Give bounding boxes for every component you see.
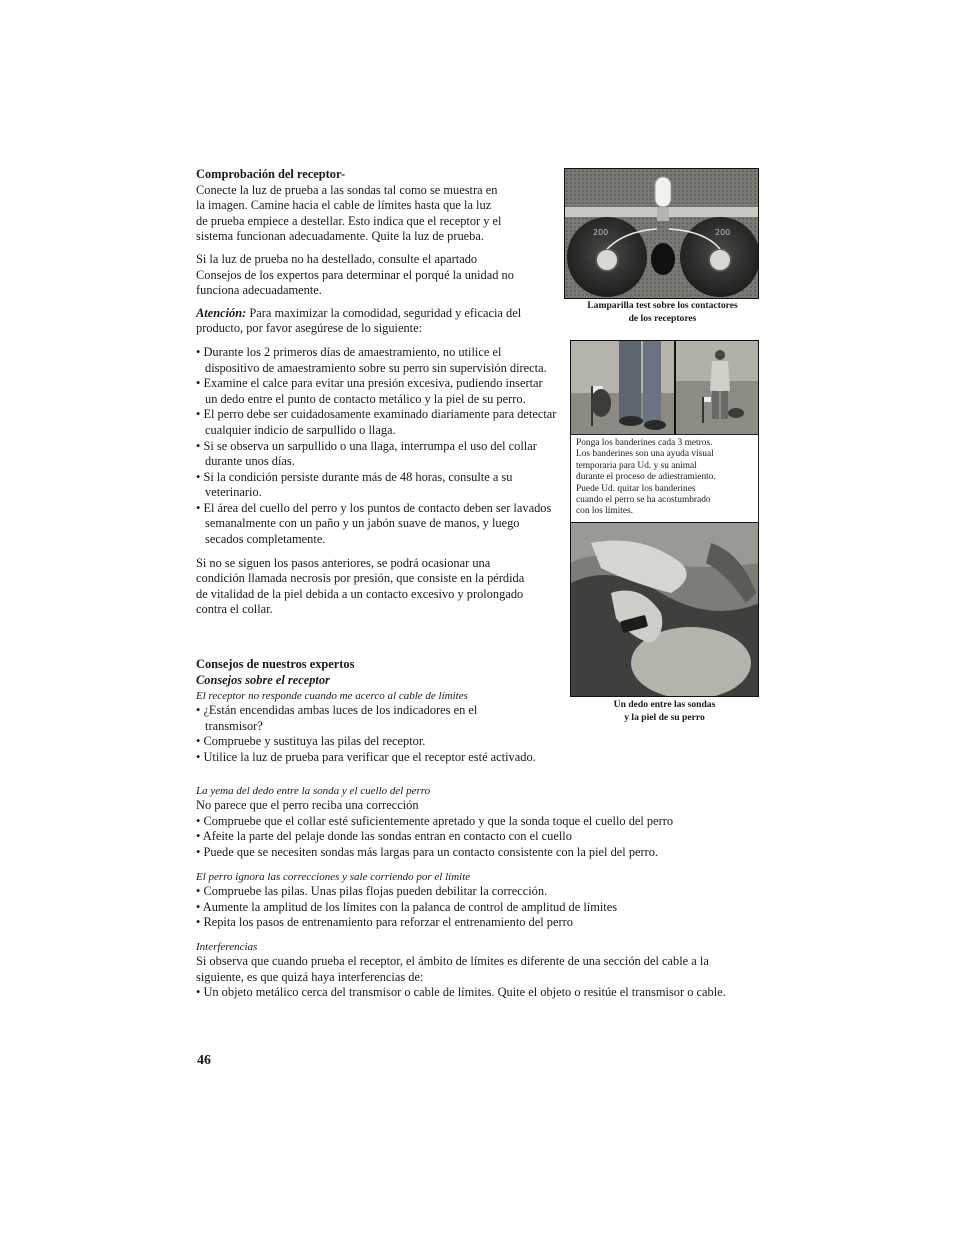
tip3-section — [196, 870, 756, 931]
list-item: • Si la condición persiste durante más de 48 horas, consulte a su veterinario. — [196, 470, 558, 501]
text-line: temporaria para Ud. y su animal — [576, 460, 697, 471]
text-line: producto, por favor asegúrese de lo siguiente: — [196, 321, 423, 336]
text-line: Si no se siguen los pasos anteriores, se podrá ocasionar una — [196, 555, 491, 570]
finger-probe-caption — [570, 699, 759, 724]
list-item: • Un objeto metálico cerca del transmisor o cable de límites. Quite el objeto o resitúe el transmisor o cable. — [196, 985, 766, 1001]
test-lamp-photo — [564, 168, 759, 299]
receiver-tips-subheading: Consejos sobre el receptor — [196, 672, 330, 687]
list-item: • Aumente la amplitud de los límites con la palanca de control de amplitud de límites — [196, 900, 756, 916]
text-line: durante el proceso de adiestramiento. — [576, 472, 716, 483]
test-lamp-illustration — [565, 169, 759, 299]
attention-label: Atención: — [196, 305, 247, 320]
text-line: con los límites. — [576, 506, 634, 517]
disc-label-left: 200 — [593, 228, 609, 237]
tip2-title: La yema del dedo entre la sonda y el cuello del perro — [196, 785, 431, 797]
receiver-check-heading: Comprobación del receptor- — [196, 167, 346, 181]
list-item: • Si se observa un sarpullido o una llaga, interrumpa el uso del collar durante unos días. — [196, 439, 558, 470]
text-line: funciona adecuadamente. — [196, 283, 322, 298]
text-line: sistema funcionan adecuadamente. Quite la luz de prueba. — [196, 229, 484, 244]
caption-line: Un dedo entre las sondas — [613, 699, 716, 710]
caption-line: Lamparilla test sobre los contactores — [587, 300, 738, 311]
flag-info-box — [570, 434, 759, 523]
tip1-title: El receptor no responde cuando me acerco al cable de límites — [196, 690, 468, 703]
finger-probe-photo — [570, 522, 759, 697]
list-item: • Puede que se necesiten sondas más largas para un contacto consistente con la piel del perro. — [196, 845, 756, 861]
list-item: • Repita los pasos de entrenamiento para reforzar el entrenamiento del perro — [196, 915, 756, 931]
list-item: • Compruebe que el collar esté suficientemente apretado y que la sonda toque el cuello del perro — [196, 814, 756, 830]
receiver-check-section — [196, 167, 558, 618]
tip4-section — [196, 940, 766, 1001]
text-line: siguiente, es que quizá haya interferencias de: — [196, 969, 424, 984]
tip2-bullet-list — [196, 814, 756, 861]
necrosis-paragraph — [196, 556, 558, 618]
attention-bullet-list — [196, 345, 558, 548]
attention-line — [196, 306, 558, 322]
expert-tips-heading: Consejos de nuestros expertos — [196, 657, 355, 671]
list-item: • Afeite la parte del pelaje donde las sondas entran en contacto con el cuello — [196, 829, 756, 845]
tip4-bullet-list — [196, 985, 766, 1001]
text-line: Puede Ud. quitar los banderines — [576, 483, 696, 494]
text-line: contra el collar. — [196, 602, 273, 617]
attention-text: Para maximizar la comodidad, seguridad y eficacia del — [246, 305, 522, 320]
list-item: • El área del cuello del perro y los puntos de contacto deben ser lavados semanalmente con un paño y un jabón suave de manos, y luego secados completamente. — [196, 501, 558, 548]
text-line: Ponga los banderines cada 3 metros. — [576, 438, 713, 448]
caption-line: de los receptores — [628, 312, 697, 324]
attention-paragraph — [196, 306, 558, 337]
disc-label-right: 200 — [715, 228, 731, 237]
text-line: de vitalidad de la piel debida a un contacto excesivo y prolongado — [196, 586, 524, 601]
list-item: • El perro debe ser cuidadosamente examinado diariamente para detectar cualquier indicio de sarpullido o llaga. — [196, 407, 558, 438]
tip3-bullet-list — [196, 884, 756, 931]
text-line: Si observa que cuando prueba el receptor, el ámbito de límites es diferente de una sección del cable a la — [196, 954, 709, 968]
tip2-section — [196, 784, 756, 860]
test-lamp-caption — [564, 300, 761, 325]
list-item: • ¿Están encendidas ambas luces de los indicadores en el transmisor? — [196, 703, 508, 734]
list-item: • Utilice la luz de prueba para verificar que el receptor esté activado. — [196, 750, 566, 766]
finger-probe-illustration — [571, 523, 759, 697]
text-line: Conecte la luz de prueba a las sondas tal como se muestra en — [196, 182, 498, 197]
list-item: • Compruebe y sustituya las pilas del receptor. — [196, 734, 566, 750]
receiver-check-para1 — [196, 183, 558, 245]
text-line: Los banderines son una ayuda visual — [576, 449, 714, 460]
text-line: cuando el perro se ha acostumbrado — [576, 495, 711, 506]
flag-photo-left — [570, 340, 675, 435]
tip1-bullet-list-cont — [196, 734, 566, 765]
text-line: condición llamada necrosis por presión, que consiste en la pérdida — [196, 571, 525, 586]
tip2-intro: No parece que el perro reciba una corrección — [196, 798, 419, 812]
expert-tips-section — [196, 657, 561, 766]
receiver-check-para2 — [196, 252, 558, 299]
flag-photo-left-illustration — [571, 341, 675, 435]
flag-photo-right — [675, 340, 759, 435]
tip4-title: Interferencias — [196, 941, 258, 953]
tip3-title: El perro ignora las correcciones y sale corriendo por el límite — [196, 871, 471, 883]
text-line: de prueba empiece a destellar. Esto indica que el receptor y el — [196, 213, 502, 228]
list-item: • Compruebe las pilas. Unas pilas flojas pueden debilitar la corrección. — [196, 884, 756, 900]
tip1-bullet-list — [196, 703, 508, 734]
caption-line: y la piel de su perro — [624, 711, 705, 723]
text-line: Si la luz de prueba no ha destellado, consulte el apartado — [196, 251, 478, 266]
page-number: 46 — [197, 1053, 211, 1068]
flag-photo-right-illustration — [676, 341, 759, 435]
list-item: • Durante los 2 primeros días de amaestramiento, no utilice el dispositivo de amaestramiento sobre su perro sin supervisión directa. — [196, 345, 558, 376]
text-line: la imagen. Camine hacia el cable de límites hasta que la luz — [196, 198, 492, 213]
list-item: • Examine el calce para evitar una presión excesiva, pudiendo insertar un dedo entre el punto de contacto metálico y la piel de su perro. — [196, 376, 558, 407]
text-line: Consejos de los expertos para determinar el porqué la unidad no — [196, 267, 514, 282]
